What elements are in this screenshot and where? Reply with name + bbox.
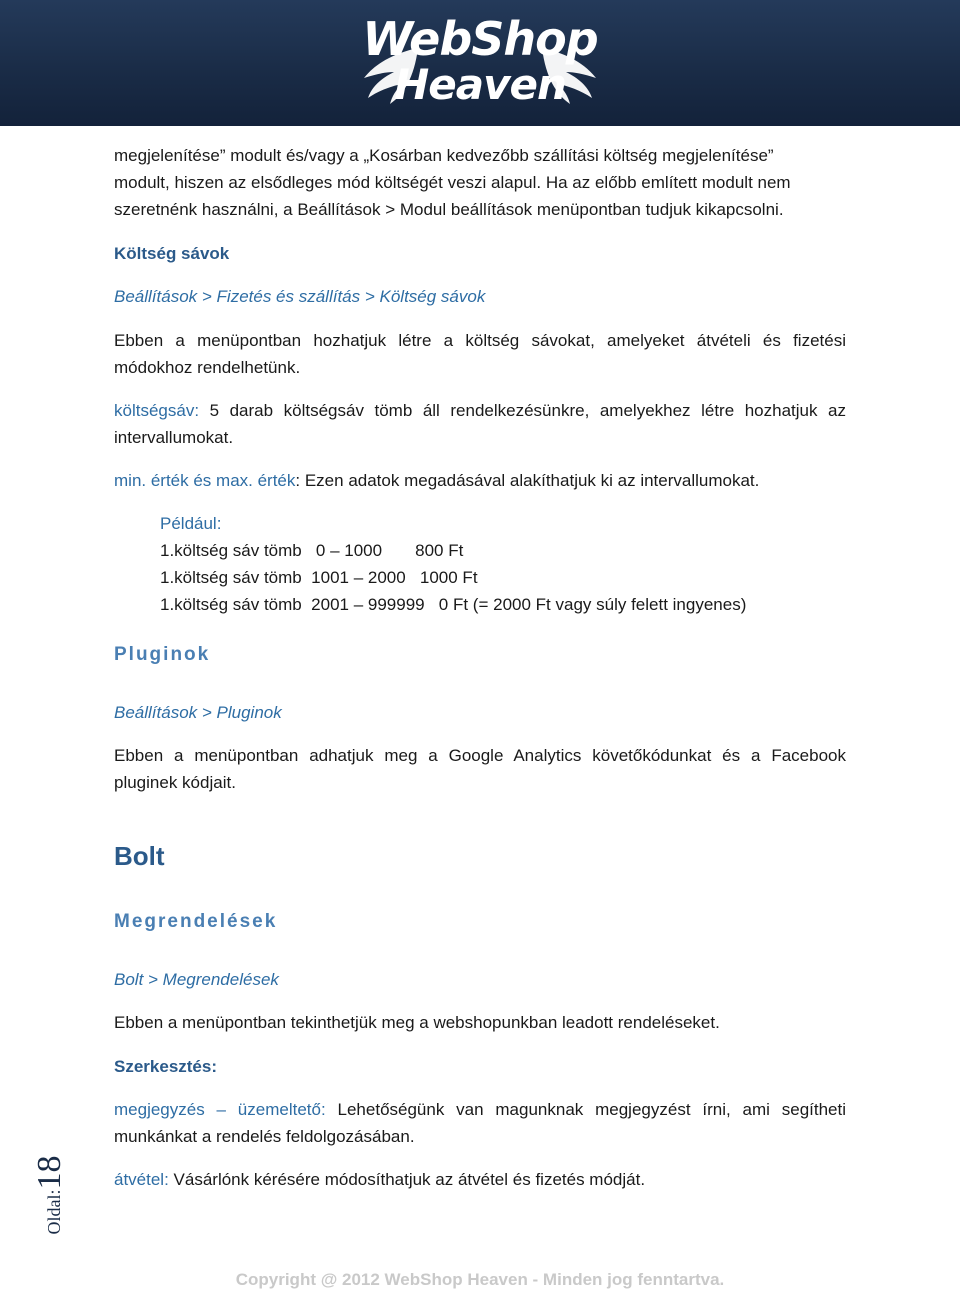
example-label: Például: (160, 514, 222, 533)
pluginok-path: Beállítások > Pluginok (114, 703, 282, 722)
megjegyzes-label: megjegyzés – üzemeltető: (114, 1100, 326, 1119)
koltsegsav-text: 5 darab költségsáv tömb áll rendelkezésünkre, amelyekhez létre hozhatjuk az intervallumokat. (114, 401, 846, 447)
minmax-paragraph (114, 467, 846, 494)
megrendelesek-description: Ebben a menüpontban tekinthetjük meg a webshopunkban leadott rendeléseket. (114, 1013, 720, 1032)
intro-line-2: modult, hiszen az elsődleges mód költségét veszi alapul. Ha az előbb említett modult nem (114, 173, 791, 192)
bolt-heading: Bolt (114, 841, 165, 871)
intro-line-1: megjelenítése” modult és/vagy a „Kosárban kedvezőbb szállítási költség megjelenítése” (114, 146, 774, 165)
atvetel-paragraph (114, 1166, 846, 1193)
minmax-separator: : (295, 471, 301, 490)
example-row: 1.költség sáv tömb 1001 – 2000 1000 Ft (160, 568, 478, 587)
atvetel-label: átvétel: (114, 1170, 169, 1189)
page-number: 18 (31, 1155, 68, 1190)
koltsegsav-label: költségsáv: (114, 401, 200, 420)
minmax-label: min. érték és max. érték (114, 471, 296, 490)
pluginok-heading: Pluginok (114, 644, 211, 665)
koltseg-savok-description: Ebben a menüpontban hozhatjuk létre a költség sávokat, amelyeket átvételi és fizetési módokhoz rendelhetünk. (114, 331, 846, 377)
megrendelesek-path: Bolt > Megrendelések (114, 970, 279, 989)
megjegyzes-paragraph (114, 1096, 846, 1150)
minmax-text: Ezen adatok megadásával alakíthatjuk ki az intervallumokat. (300, 471, 760, 490)
footer-copyright: Copyright @ 2012 WebShop Heaven - Minden jog fenntartva. (235, 1270, 725, 1289)
koltsegsav-paragraph (114, 397, 846, 451)
page-label: Oldal: (44, 1189, 64, 1235)
intro-line-3: szeretnénk használni, a Beállítások > Modul beállítások menüpontban tudjuk kikapcsolni. (114, 200, 784, 219)
megrendelesek-heading: Megrendelések (114, 911, 278, 932)
page-number-vertical (30, 1150, 70, 1240)
example-row: 1.költség sáv tömb 0 – 1000 800 Ft (160, 541, 464, 560)
szerkesztes-heading: Szerkesztés: (114, 1057, 218, 1076)
koltseg-savok-heading: Költség sávok (114, 244, 230, 263)
koltseg-savok-path: Beállítások > Fizetés és szállítás > Költség sávok (114, 287, 486, 306)
megjegyzes-text: Lehetőségünk van magunknak megjegyzést írni, ami segítheti munkánkat a rendelés feldolgozásában. (114, 1100, 847, 1146)
logo-text-webshop: WebShop (362, 12, 598, 66)
webshop-heaven-logo (340, 8, 620, 118)
logo-text-heaven: Heaven (394, 60, 566, 109)
page-header (0, 0, 960, 126)
atvetel-text: Vásárlónk kérésére módosíthatjuk az átvétel és fizetés módját. (168, 1170, 646, 1189)
pluginok-description: Ebben a menüpontban adhatjuk meg a Google Analytics követőkódunkat és a Facebook pluginek kódjait. (114, 746, 846, 792)
example-row: 1.költség sáv tömb 2001 – 999999 0 Ft (= 2000 Ft vagy súly felett ingyenes) (160, 595, 747, 614)
